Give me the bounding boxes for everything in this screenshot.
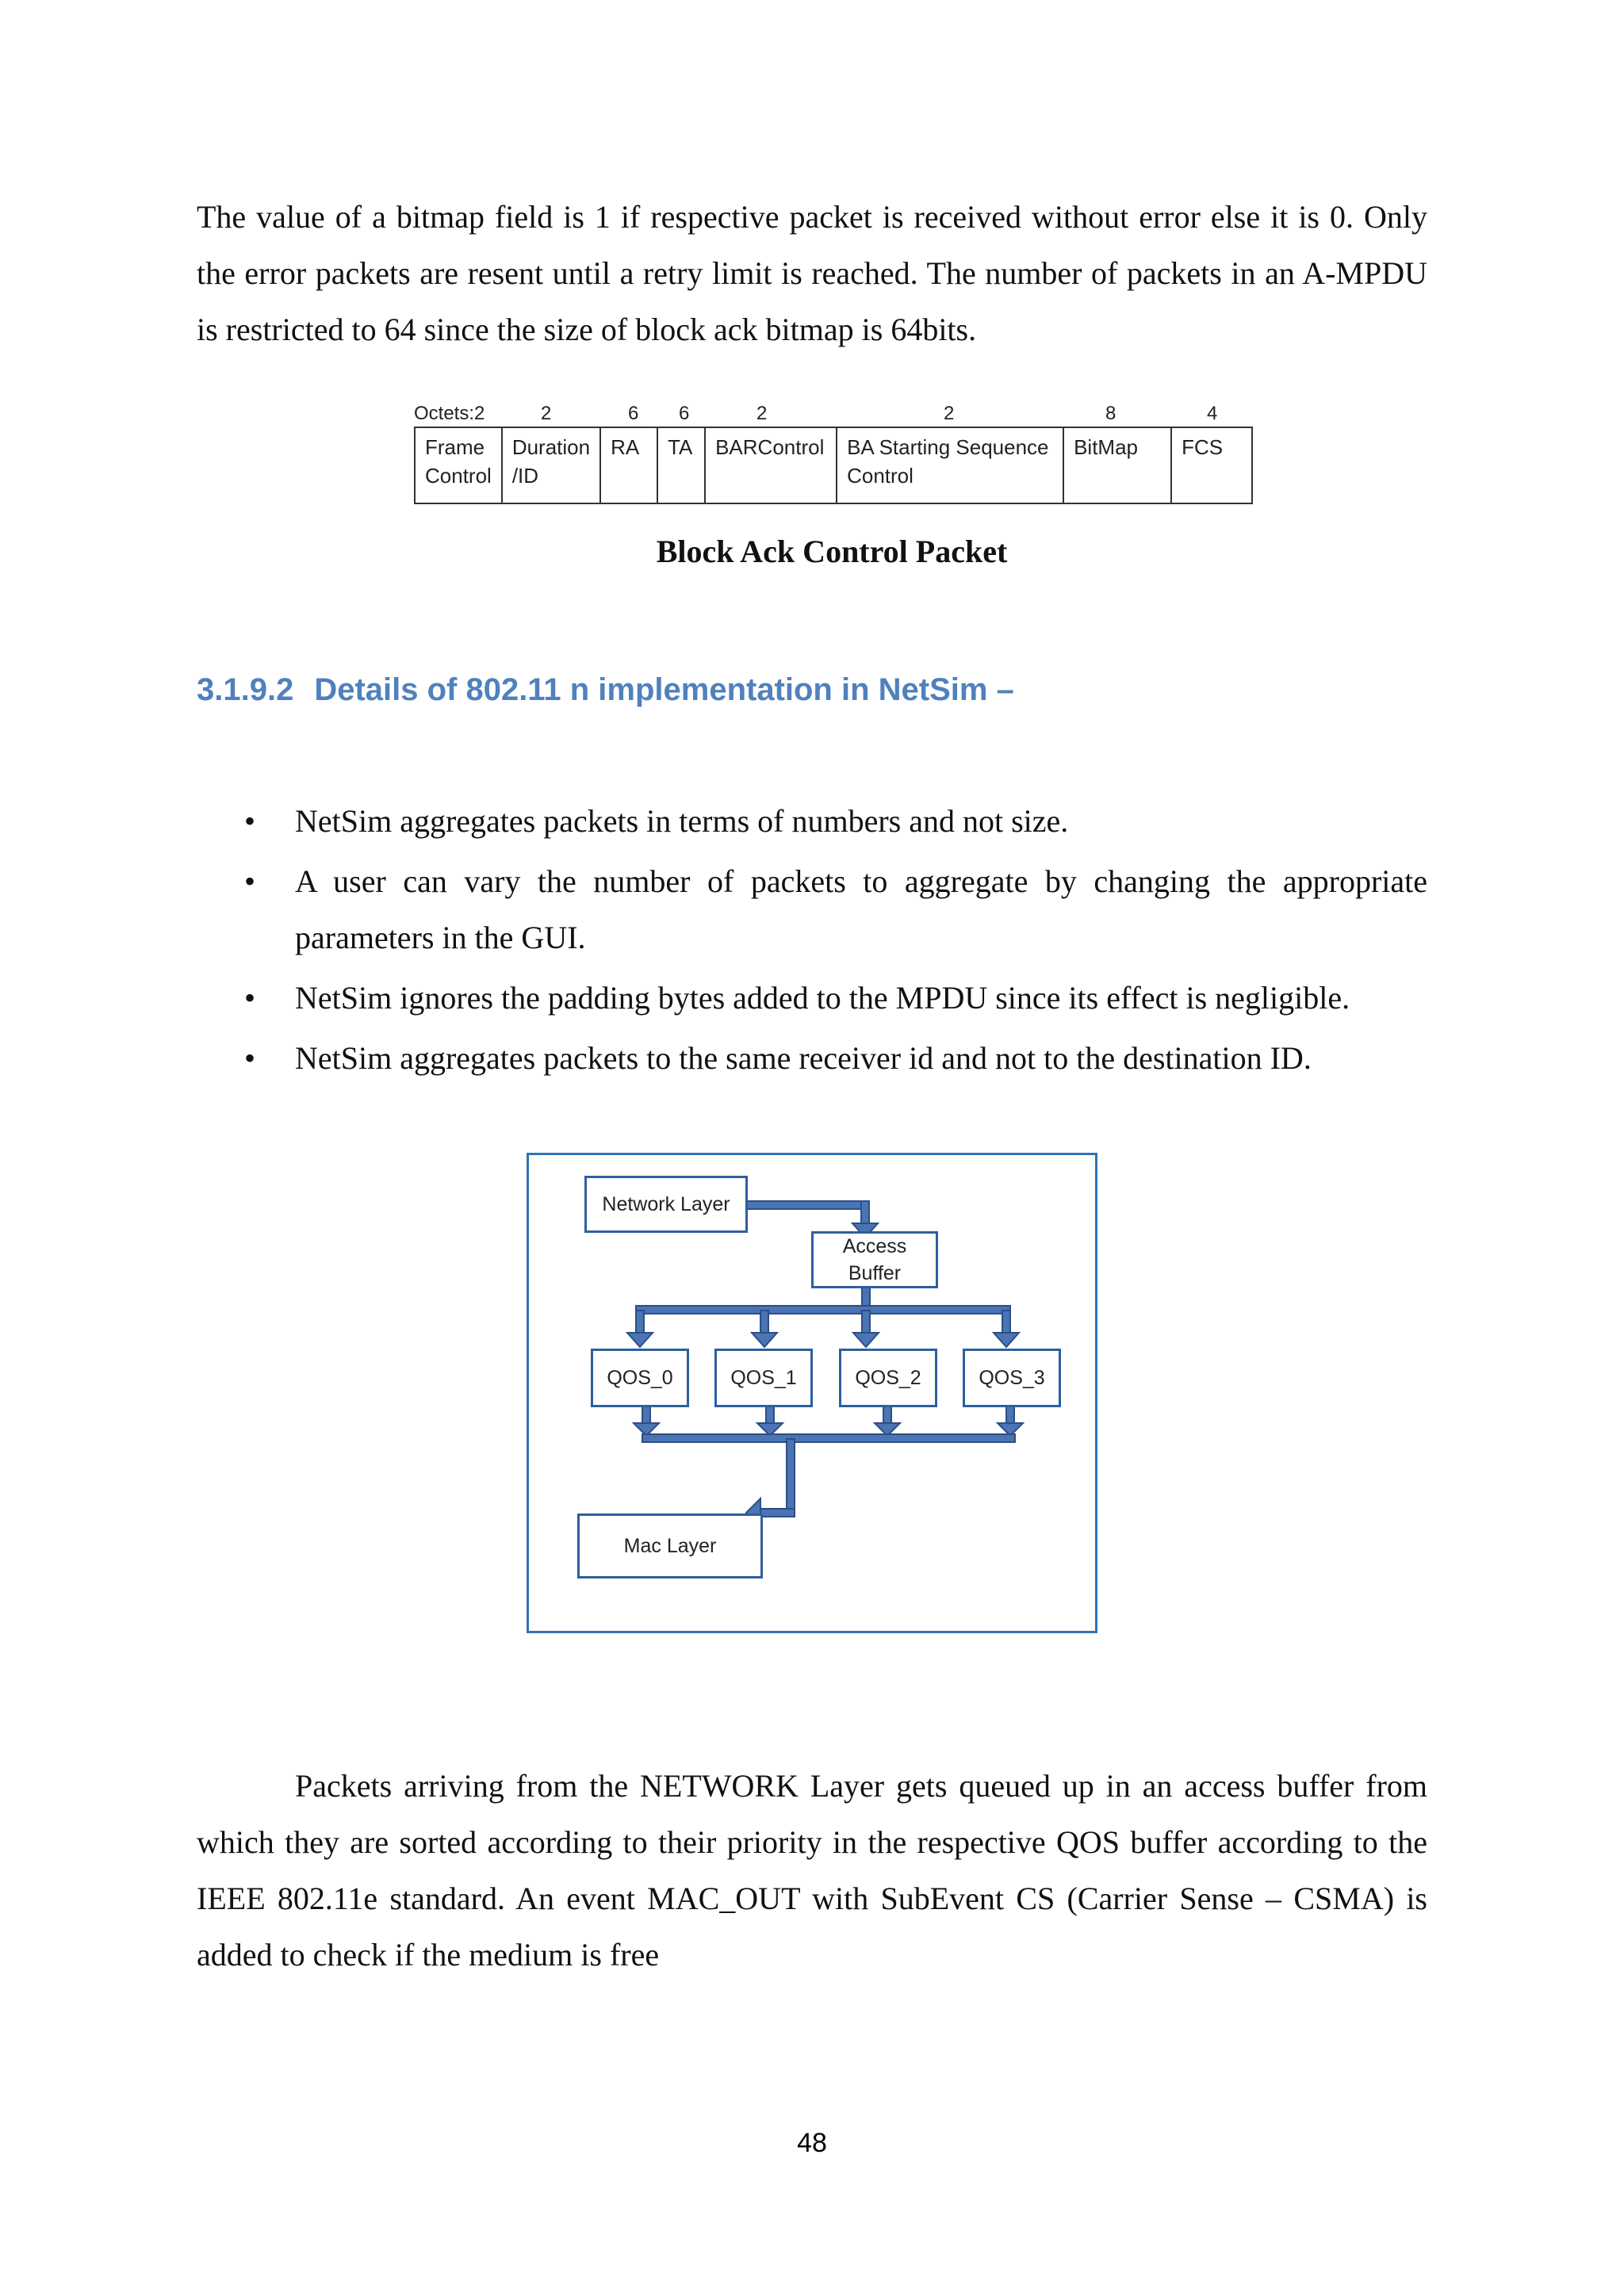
block-ack-frame-format — [414, 403, 1253, 504]
field-ta: TA — [657, 427, 705, 503]
octet-size: 6 — [679, 403, 690, 424]
field-fcs: FCS — [1171, 427, 1252, 503]
arrow-head-icon — [994, 1333, 1019, 1347]
octet-size: 8 — [1105, 403, 1116, 424]
bullet-icon: • — [244, 863, 256, 899]
access-buffer-label-line1: Access — [842, 1235, 907, 1257]
field-bitmap: BitMap — [1063, 427, 1171, 503]
arrow-head-icon — [627, 1333, 653, 1347]
section-heading — [197, 672, 1014, 708]
octet-size: 2 — [756, 403, 768, 424]
bullet-icon: • — [244, 803, 256, 839]
list-item-text: NetSim aggregates packets in terms of numbers and not size. — [295, 803, 1069, 839]
arrow-head-icon — [752, 1333, 777, 1347]
field-barcontrol: BARControl — [705, 427, 837, 503]
field-ba-starting-sequence-control: BA Starting Sequence Control — [837, 427, 1063, 503]
octet-size: 6 — [628, 403, 639, 424]
list-item — [197, 793, 1427, 849]
distribution-bar — [636, 1306, 1010, 1314]
octet-size: 2 — [944, 403, 955, 424]
list-item — [197, 1030, 1427, 1086]
field-ra: RA — [600, 427, 657, 503]
collect-bar — [642, 1434, 1015, 1442]
section-number: 3.1.9.2 — [197, 672, 294, 707]
bullet-icon: • — [244, 1040, 256, 1076]
closing-paragraph — [197, 1758, 1427, 1983]
intro-paragraph: The value of a bitmap field is 1 if respective packet is received without error else it is 0. Only the error packets are resent until a retry limit is reached. The number of packets in an A-MPDU is restricted to 64 since the size of block ack bitmap is 64bits. — [197, 199, 1427, 347]
bullet-list — [197, 793, 1427, 1090]
octet-size: 4 — [1207, 403, 1218, 424]
field-duration-id: Duration /ID — [502, 427, 600, 503]
access-buffer-label-line2: Buffer — [848, 1262, 902, 1284]
closing-paragraph-text: Packets arriving from the NETWORK Layer gets queued up in an access buffer from which they are sorted according to their priority in the respective QOS buffer according to the IEEE 802.11e standard. An event MAC_OUT with SubEvent CS (Carrier Sense – CSMA) is added to check if the medium is free — [197, 1768, 1427, 1973]
octet-size-row — [414, 403, 1253, 427]
arrow-network-to-buffer — [745, 1201, 869, 1209]
field-frame-control: Frame Control — [415, 427, 502, 503]
octet-size: 2 — [541, 403, 552, 424]
list-item — [197, 853, 1427, 966]
network-layer-box: Network Layer — [584, 1176, 748, 1233]
bullet-icon: • — [244, 980, 256, 1016]
octet-size: Octets:2 — [414, 403, 485, 424]
mac-layer-box: Mac Layer — [577, 1513, 763, 1578]
arrow-head-icon — [853, 1333, 879, 1347]
access-buffer-box — [811, 1231, 938, 1288]
qos-3-box: QOS_3 — [963, 1349, 1061, 1407]
section-title: Details of 802.11 n implementation in NetSim – — [314, 672, 1014, 707]
figure-caption: Block Ack Control Packet — [656, 534, 1008, 569]
qos-0-box: QOS_0 — [591, 1349, 689, 1407]
list-item-text: A user can vary the number of packets to aggregate by changing the appropriate parameters in the GUI. — [295, 863, 1427, 955]
mac-queue-diagram — [527, 1153, 1097, 1633]
qos-1-box: QOS_1 — [714, 1349, 813, 1407]
frame-field-row — [415, 427, 1252, 503]
list-item-text: NetSim ignores the padding bytes added to the MPDU since its effect is negligible. — [295, 980, 1350, 1016]
list-item — [197, 970, 1427, 1026]
frame-field-table — [414, 427, 1253, 504]
list-item-text: NetSim aggregates packets to the same receiver id and not to the destination ID. — [295, 1040, 1312, 1076]
qos-2-box: QOS_2 — [839, 1349, 937, 1407]
page-number: 48 — [797, 2128, 827, 2158]
